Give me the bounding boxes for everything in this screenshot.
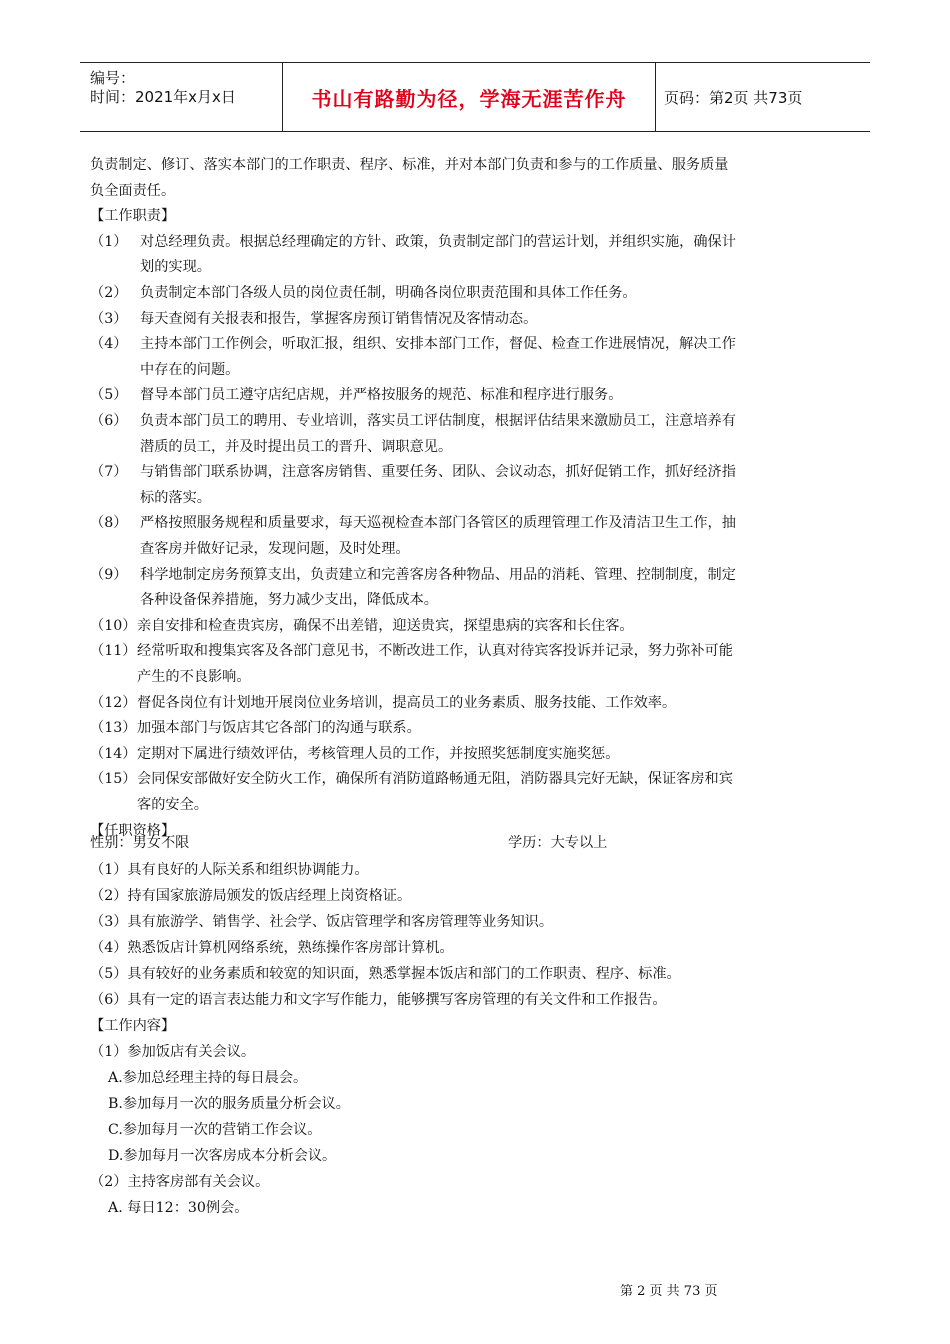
qualification-item: （3）具有旅游学、销售学、社会学、饭店管理学和客房管理等业务知识。 bbox=[90, 914, 554, 930]
duty-item-text: 潜质的员工，并及时提出员工的晋升、调职意见。 bbox=[140, 438, 453, 455]
duty-item-text: 亲自安排和检查贵宾房，确保不出差错，迎送贵宾，探望患病的宾客和长住客。 bbox=[137, 617, 634, 634]
duty-item-text: 会同保安部做好安全防火工作，确保所有消防道路畅通无阻，消防器具完好无缺，保证客房和宾 bbox=[137, 771, 733, 788]
duty-item-text: 科学地制定房务预算支出，负责建立和完善客房各种物品、用品的消耗、管理、控制制度，制定 bbox=[140, 566, 736, 583]
duty-item-number: （15） bbox=[90, 771, 137, 788]
work-item: A. 每日12：30例会。 bbox=[108, 1199, 249, 1216]
header-page-cell bbox=[656, 63, 870, 131]
duty-item-number: （12） bbox=[90, 694, 137, 711]
duty-item-text: 标的落实。 bbox=[140, 489, 211, 506]
duty-item-text: 督导本部门员工遵守店纪店规，并严格按服务的规范、标准和程序进行服务。 bbox=[140, 387, 623, 404]
document-date-label: 时间：2021年x月x日 bbox=[90, 88, 236, 106]
header-motto: 书山有路勤为径，学海无涯苦作舟 bbox=[311, 86, 627, 111]
page-header bbox=[80, 62, 870, 132]
duty-item-text: 对总经理负责。根据总经理确定的方针、政策，负责制定部门的营运计划，并组织实施，确保计 bbox=[140, 233, 736, 250]
duty-item-number: （5） bbox=[90, 387, 128, 404]
page-footer: 第 2 页 共 73 页 bbox=[620, 1284, 718, 1299]
qualification-item: （6）具有一定的语言表达能力和文字写作能力，能够撰写客房管理的有关文件和工作报告。 bbox=[90, 992, 667, 1008]
work-heading: 【工作内容】 bbox=[90, 1018, 176, 1034]
duty-item-text: 负责制定本部门各级人员的岗位责任制，明确各岗位职责范围和具体工作任务。 bbox=[140, 285, 637, 301]
work-item: C.参加每月一次的营销工作会议。 bbox=[108, 1121, 322, 1138]
duty-item-text: 各种设备保养措施，努力减少支出，降低成本。 bbox=[140, 592, 438, 609]
duty-item-number: （9） bbox=[90, 566, 128, 583]
duty-item-number: （2） bbox=[90, 285, 128, 301]
qualification-item: （2）持有国家旅游局颁发的饭店经理上岗资格证。 bbox=[90, 888, 412, 904]
header-page-label: 页码：第2页 共73页 bbox=[664, 88, 803, 107]
qualification-gender: 性别：男女不限 bbox=[90, 835, 190, 852]
work-item: A.参加总经理主持的每日晨会。 bbox=[108, 1069, 308, 1086]
qualification-item: （1）具有良好的人际关系和组织协调能力。 bbox=[90, 862, 369, 878]
duty-item-number: （3） bbox=[90, 310, 128, 327]
duty-item-number: （11） bbox=[90, 643, 137, 660]
intro-text-line: 负全面责任。 bbox=[90, 182, 176, 199]
work-item: （1）参加饭店有关会议。 bbox=[90, 1043, 256, 1060]
duty-item-text: 客的安全。 bbox=[137, 797, 208, 813]
duty-item-text: 严格按照服务规程和质量要求，每天巡视检查本部门各管区的质理管理工作及清洁卫生工作，抽 bbox=[140, 515, 736, 532]
duty-item-number: （1） bbox=[90, 233, 128, 250]
duty-item-text: 每天查阅有关报表和报告，掌握客房预订销售情况及客情动态。 bbox=[140, 310, 538, 327]
duty-item-number: （7） bbox=[90, 464, 128, 481]
duty-item-text: 督促各岗位有计划地开展岗位业务培训，提高员工的业务素质、服务技能、工作效率。 bbox=[137, 694, 677, 711]
qualification-item: （4）熟悉饭店计算机网络系统，熟练操作客房部计算机。 bbox=[90, 940, 454, 956]
duty-item-number: （10） bbox=[90, 617, 137, 634]
duty-item-text: 经常听取和搜集宾客及各部门意见书，不断改进工作，认真对待宾客投诉并记录，努力弥补可能 bbox=[137, 643, 733, 660]
duty-item-text: 定期对下属进行绩效评估，考核管理人员的工作，并按照奖惩制度实施奖惩。 bbox=[137, 745, 620, 762]
duty-item-text: 与销售部门联系协调，注意客房销售、重要任务、团队、会议动态，抓好促销工作，抓好经济指 bbox=[140, 464, 736, 481]
work-item: B.参加每月一次的服务质量分析会议。 bbox=[108, 1095, 350, 1112]
duty-item-text: 加强本部门与饭店其它各部门的沟通与联系。 bbox=[137, 720, 421, 737]
duty-item-number: （6） bbox=[90, 413, 128, 429]
qualifications-heading: 【任职资格】 bbox=[90, 822, 176, 839]
header-meta bbox=[80, 63, 280, 131]
intro-text-line: 负责制定、修订、落实本部门的工作职责、程序、标准，并对本部门负责和参与的工作质量、服务质量 bbox=[90, 157, 729, 173]
qualification-education: 学历：大专以上 bbox=[508, 835, 608, 852]
duty-item-text: 划的实现。 bbox=[140, 259, 211, 276]
duty-item-text: 负责本部门员工的聘用、专业培训，落实员工评估制度，根据评估结果来激励员工，注意培养有 bbox=[140, 413, 736, 429]
work-item: （2）主持客房部有关会议。 bbox=[90, 1173, 270, 1190]
header-motto-cell bbox=[282, 63, 656, 131]
duty-item-text: 主持本部门工作例会，听取汇报，组织、安排本部门工作，督促、检查工作进展情况，解决工作 bbox=[140, 336, 736, 353]
duty-item-number: （4） bbox=[90, 336, 128, 353]
duty-item-number: （8） bbox=[90, 515, 128, 532]
duties-heading: 【工作职责】 bbox=[90, 208, 176, 225]
qualification-item: （5）具有较好的业务素质和较宽的知识面，熟悉掌握本饭店和部门的工作职责、程序、标准。 bbox=[90, 966, 681, 982]
duty-item-number: （14） bbox=[90, 745, 137, 762]
duty-item-text: 中存在的问题。 bbox=[140, 361, 240, 378]
work-item: D.参加每月一次客房成本分析会议。 bbox=[108, 1147, 337, 1164]
document-number-label: 编号： bbox=[90, 69, 136, 87]
duty-item-text: 查客房并做好记录，发现问题，及时处理。 bbox=[140, 541, 410, 557]
duty-item-number: （13） bbox=[90, 720, 137, 737]
duty-item-text: 产生的不良影响。 bbox=[137, 669, 251, 685]
